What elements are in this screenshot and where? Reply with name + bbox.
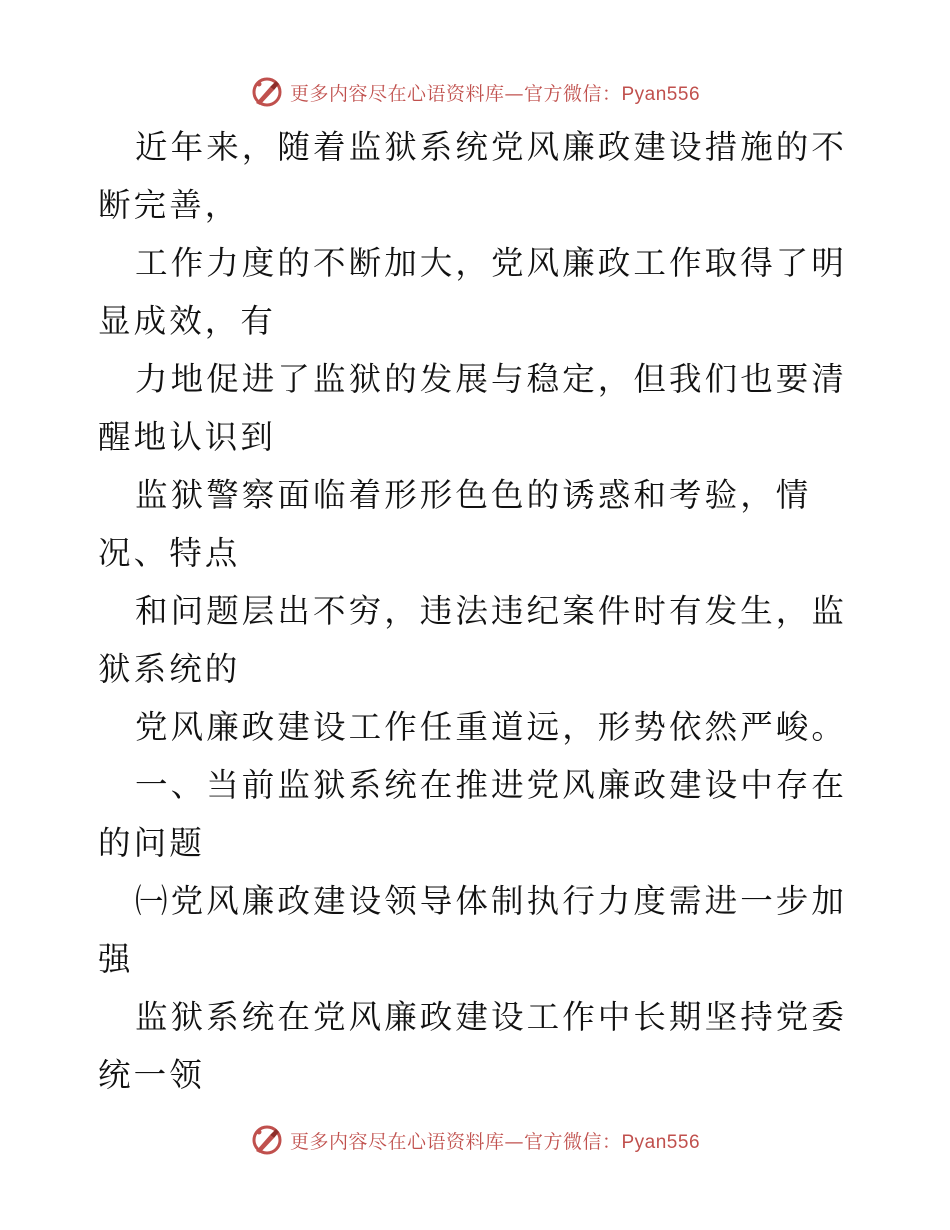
document-body — [98, 118, 852, 1104]
paragraph: 力地促进了监狱的发展与稳定，但我们也要清醒地认识到 — [98, 360, 848, 456]
watermark-brand: 更多内容尽在心语资料库 — [289, 1130, 505, 1153]
paragraph: 监狱警察面临着形形色色的诱惑和考验，情况、特点 — [98, 476, 812, 572]
paragraph: 监狱系统在党风廉政建设工作中长期坚持党委统一领 — [98, 998, 848, 1094]
watermark-text — [290, 79, 700, 106]
watermark-brand: 更多内容尽在心语资料库 — [289, 82, 505, 105]
watermark-wechat-label: 官方微信： — [523, 82, 622, 105]
watermark-dash: — — [504, 82, 524, 105]
header-watermark — [0, 72, 950, 112]
watermark-wechat-id: Pyan556 — [621, 83, 701, 105]
pen-circle-logo-icon — [250, 1123, 284, 1157]
paragraph: 工作力度的不断加大，党风廉政工作取得了明显成效，有 — [98, 244, 848, 340]
pen-circle-logo-icon — [250, 75, 284, 109]
paragraph: 党风廉政建设工作任重道远，形势依然严峻。 — [135, 708, 848, 746]
section-heading: 一、当前监狱系统在推进党风廉政建设中存在的问题 — [98, 766, 848, 862]
paragraph: 和问题层出不穷，违法违纪案件时有发生，监狱系统的 — [98, 592, 848, 688]
watermark-dash: — — [504, 1130, 524, 1153]
paragraph: 近年来，随着监狱系统党风廉政建设措施的不断完善， — [98, 128, 848, 224]
footer-watermark — [0, 1120, 950, 1160]
watermark-text — [290, 1127, 700, 1154]
watermark-wechat-id: Pyan556 — [621, 1131, 701, 1153]
subsection-heading: ㈠党风廉政建设领导体制执行力度需进一步加强 — [98, 882, 848, 978]
watermark-wechat-label: 官方微信： — [523, 1130, 622, 1153]
